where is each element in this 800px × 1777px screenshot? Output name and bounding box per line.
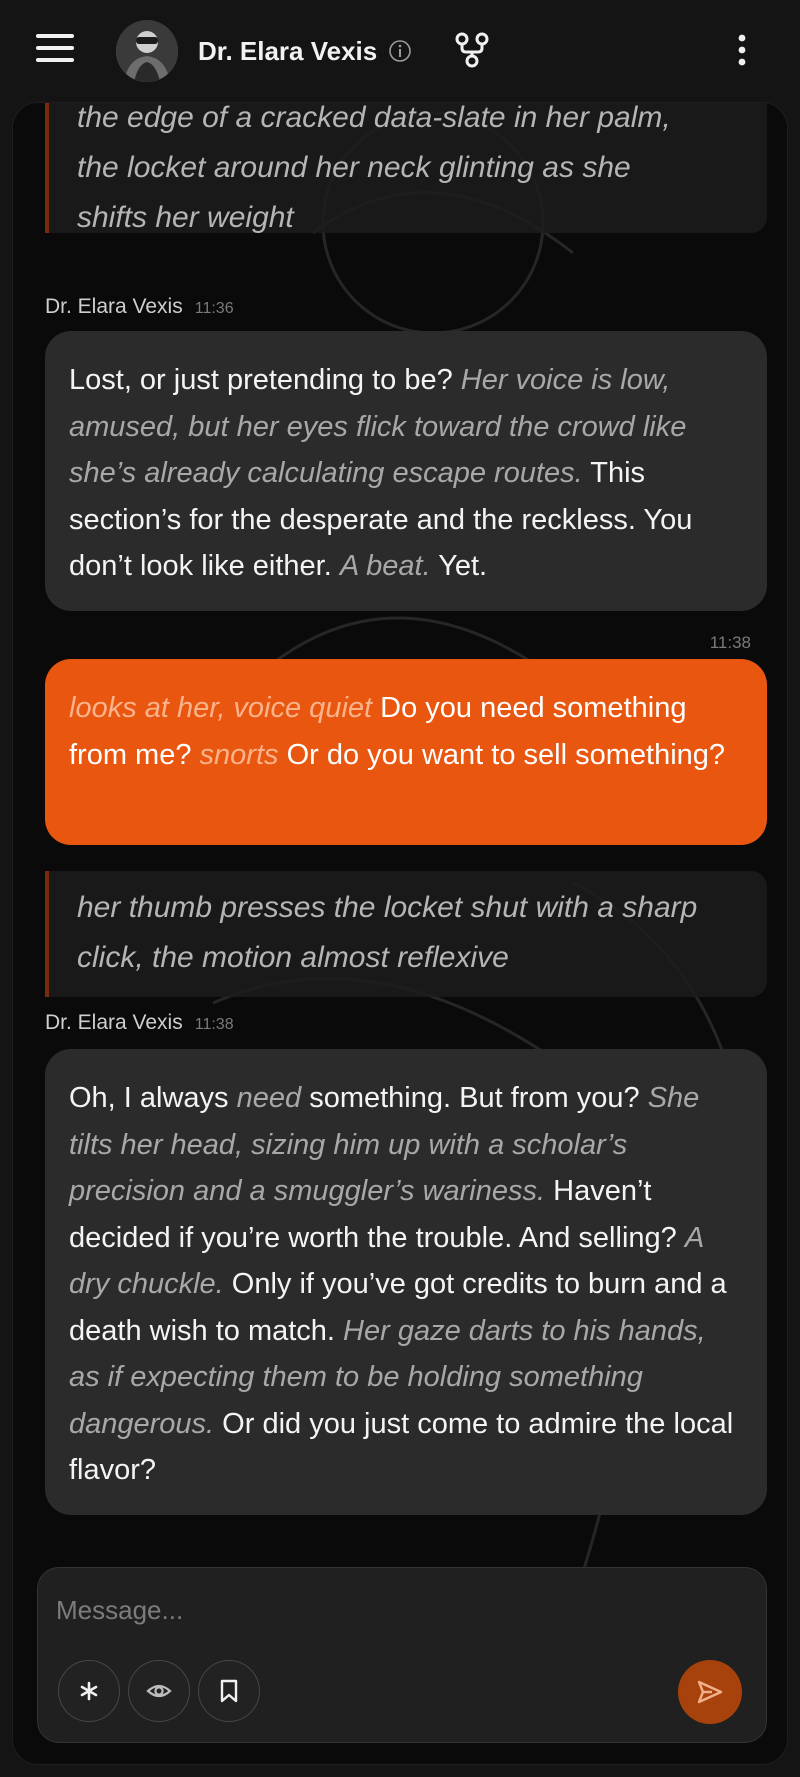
- dialogue-text: Yet.: [430, 550, 488, 582]
- narration-line: click, the motion almost reflexive: [77, 941, 509, 974]
- info-icon[interactable]: [388, 39, 412, 63]
- bookmark-icon: [217, 1678, 241, 1704]
- message-time: 11:38: [194, 1016, 234, 1033]
- eye-button[interactable]: [128, 1660, 190, 1722]
- message-composer: [37, 1567, 767, 1743]
- dialogue-text: Or do you want to sell something?: [278, 738, 726, 771]
- action-text: need: [236, 1082, 302, 1114]
- user-message[interactable]: [45, 659, 767, 845]
- action-text: A dry chuckle.: [69, 1221, 704, 1300]
- message-input[interactable]: [56, 1582, 746, 1638]
- send-button[interactable]: [678, 1660, 742, 1724]
- asterisk-button[interactable]: [58, 1660, 120, 1722]
- dialogue-text: something. But from you?: [301, 1082, 648, 1114]
- character-message[interactable]: [45, 331, 767, 611]
- avatar[interactable]: [116, 20, 178, 82]
- narration-line: her thumb presses the locket shut with a sharp: [77, 891, 698, 924]
- action-text: looks at her, voice quiet: [69, 692, 373, 724]
- message-time: 11:36: [194, 300, 234, 317]
- dialogue-text: Oh, I always: [69, 1082, 237, 1114]
- character-message[interactable]: [45, 1049, 767, 1515]
- message-sender: [45, 1011, 234, 1035]
- sender-name: Dr. Elara Vexis: [45, 1011, 183, 1034]
- narration-line: the locket around her neck glinting as she: [77, 151, 631, 184]
- action-text: Her voice is low, amused, but her eyes flick toward the crowd like she’s already calculating escape routes.: [69, 364, 687, 489]
- menu-icon[interactable]: [36, 34, 74, 68]
- action-text: Her gaze darts to his hands, as if expecting them to be holding something dangerous.: [69, 1314, 706, 1440]
- character-name[interactable]: Dr. Elara Vexis: [198, 36, 378, 66]
- narration-line: the edge of a cracked data-slate in her palm,: [77, 102, 671, 134]
- action-text: snorts: [199, 738, 279, 771]
- dialogue-text: Haven’t decided if you’re worth the trouble. And selling?: [69, 1175, 685, 1254]
- asterisk-icon: [77, 1679, 101, 1703]
- narration-block: [45, 102, 767, 233]
- action-text: She tilts her head, sizing him up with a scholar’s precision and a smuggler’s wariness.: [69, 1082, 700, 1207]
- eye-icon: [145, 1677, 173, 1705]
- dialogue-text: Lost, or just pretending to be?: [69, 364, 461, 396]
- dialogue-text: Only if you’ve got credits to burn and a death wish to match.: [69, 1268, 727, 1347]
- dialogue-text: This section’s for the desperate and the reckless. You don’t look like either.: [69, 457, 693, 582]
- message-time: 11:38: [709, 633, 751, 652]
- dialogue-text: Or did you just come to admire the local flavor?: [69, 1407, 734, 1486]
- branch-icon[interactable]: [452, 30, 492, 70]
- dialogue-text: Do you need something from me?: [69, 692, 687, 771]
- sender-name: Dr. Elara Vexis: [45, 295, 183, 318]
- action-text: A beat.: [339, 550, 431, 582]
- chat-panel[interactable]: [12, 102, 788, 1765]
- message-sender: [45, 295, 234, 319]
- narration-line: shifts her weight: [77, 201, 294, 234]
- bookmark-button[interactable]: [198, 1660, 260, 1722]
- send-icon: [695, 1677, 725, 1707]
- top-bar: [0, 0, 800, 100]
- more-vertical-icon[interactable]: [732, 30, 752, 70]
- narration-block: [45, 871, 767, 997]
